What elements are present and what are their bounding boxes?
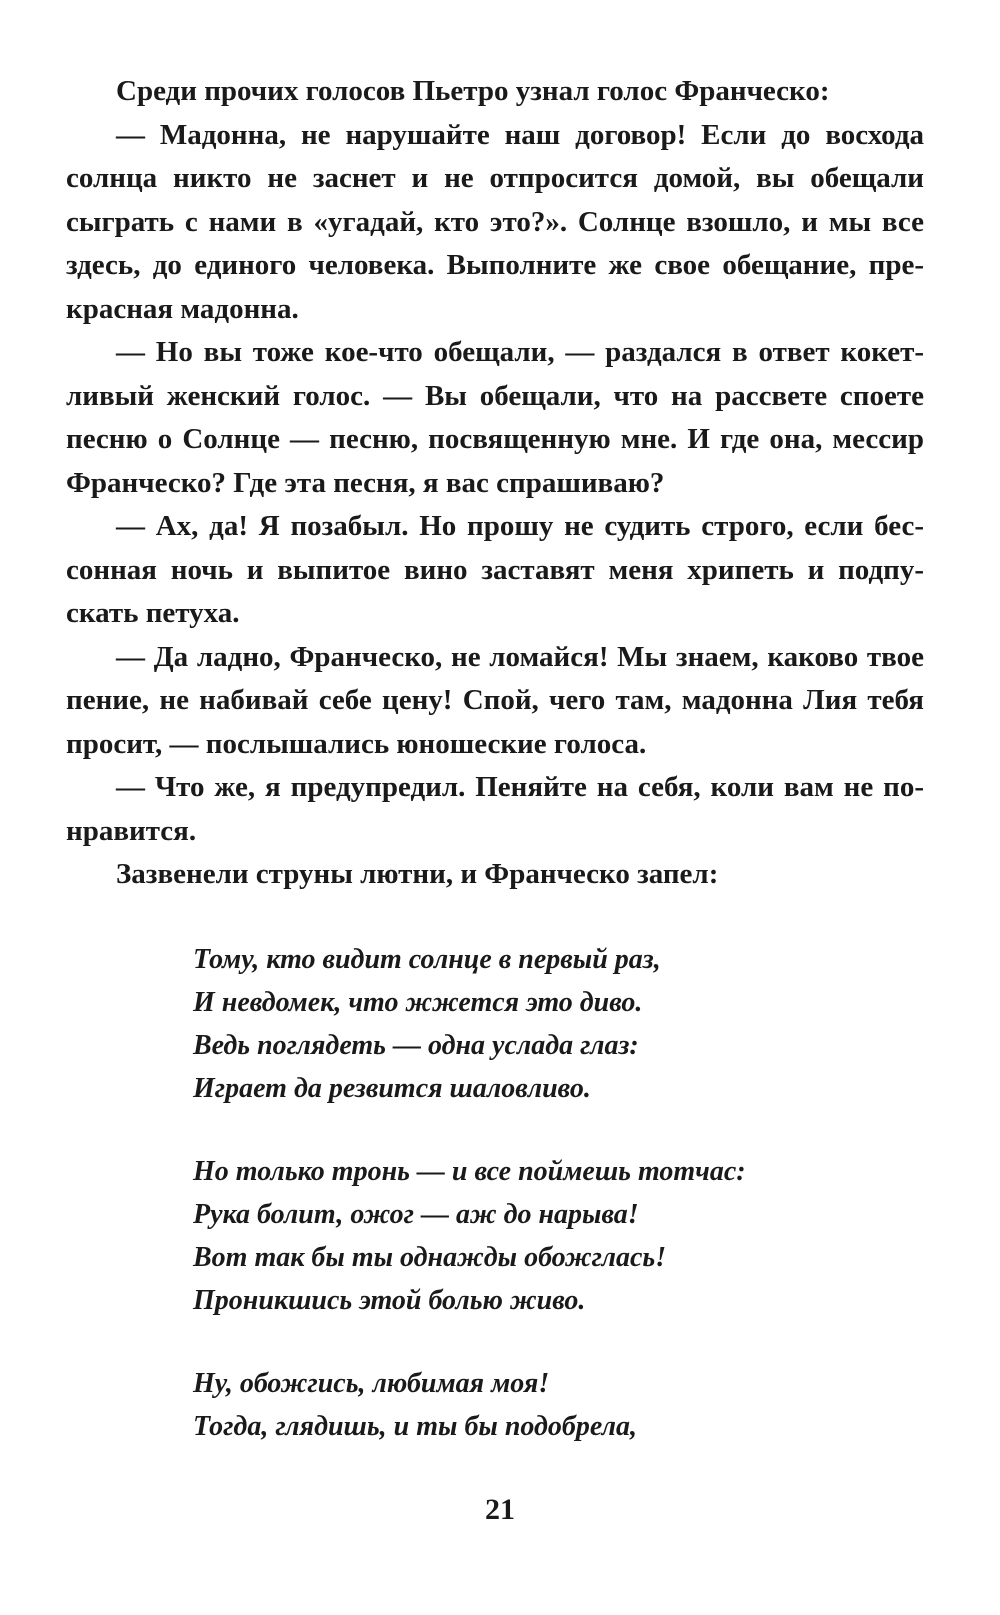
prose-line: красная мадонна. (66, 292, 299, 325)
verse-line: Играет да резвится шаловливо. (193, 1073, 591, 1104)
verse-stanza-3 (193, 1362, 913, 1448)
verse-line: Но только тронь — и все поймешь тотчас: (193, 1156, 746, 1187)
verse-stanza-2 (193, 1150, 913, 1322)
prose-line: Зазвенели струны лютни, и Франческо запел: (116, 858, 719, 890)
prose-line: песню о Солнце — песню, посвященную мне. И где она, мессир (66, 423, 924, 455)
page-number: 21 (485, 1493, 515, 1526)
verse-line: И невдомек, что жжется это диво. (193, 987, 643, 1018)
prose-line: пение, не набивай себе цену! Спой, чего там, мадонна Лия тебя (66, 684, 924, 716)
prose-text (66, 70, 924, 897)
verse-line: Тому, кто видит солнце в первый раз, (193, 944, 661, 975)
verse-line: Вот так бы ты однажды обожглась! (193, 1242, 667, 1273)
prose-line: Среди прочих голосов Пьетро узнал голос Франческо: (116, 75, 830, 107)
prose-line: — Да ладно, Франческо, не ломайся! Мы знаем, каково твое (116, 640, 924, 673)
prose-line: скать петуха. (66, 597, 240, 629)
verse-stanza-1 (193, 938, 913, 1110)
prose-line: солнца никто не заснет и не отпросится домой, вы обещали (66, 162, 924, 194)
prose-line: — Ах, да! Я позабыл. Но прошу не судить строго, если бес- (116, 510, 924, 542)
prose-line: Франческо? Где эта песня, я вас спрашиваю? (66, 466, 665, 499)
verse-line: Проникшись этой болью живо. (193, 1285, 586, 1316)
prose-line: нравится. (66, 814, 197, 847)
prose-line: ливый женский голос. — Вы обещали, что на рассвете споете (66, 379, 924, 412)
verse-line: Рука болит, ожог — аж до нарыва! (193, 1199, 639, 1230)
prose-line: — Что же, я предупредил. Пеняйте на себя, коли вам не по- (116, 771, 924, 803)
verse-line: Ну, обожгись, любимая моя! (193, 1368, 550, 1399)
verse-line: Тогда, глядишь, и ты бы подобрела, (193, 1411, 638, 1442)
prose-line: — Но вы тоже кое-что обещали, — раздался в ответ кокет- (116, 336, 924, 368)
prose-line: просит, — послышались юношеские голоса. (66, 727, 647, 760)
prose-line: здесь, до единого человека. Выполните же свое обещание, пре- (66, 249, 924, 281)
prose-line: сыграть с нами в «угадай, кто это?». Солнце взошло, и мы все (66, 205, 924, 238)
prose-line: — Мадонна, не нарушайте наш договор! Если до восхода (116, 118, 924, 151)
verse-line: Ведь поглядеть — одна услада глаз: (193, 1030, 639, 1061)
prose-line: сонная ночь и выпитое вино заставят меня хрипеть и подпу- (66, 553, 924, 586)
